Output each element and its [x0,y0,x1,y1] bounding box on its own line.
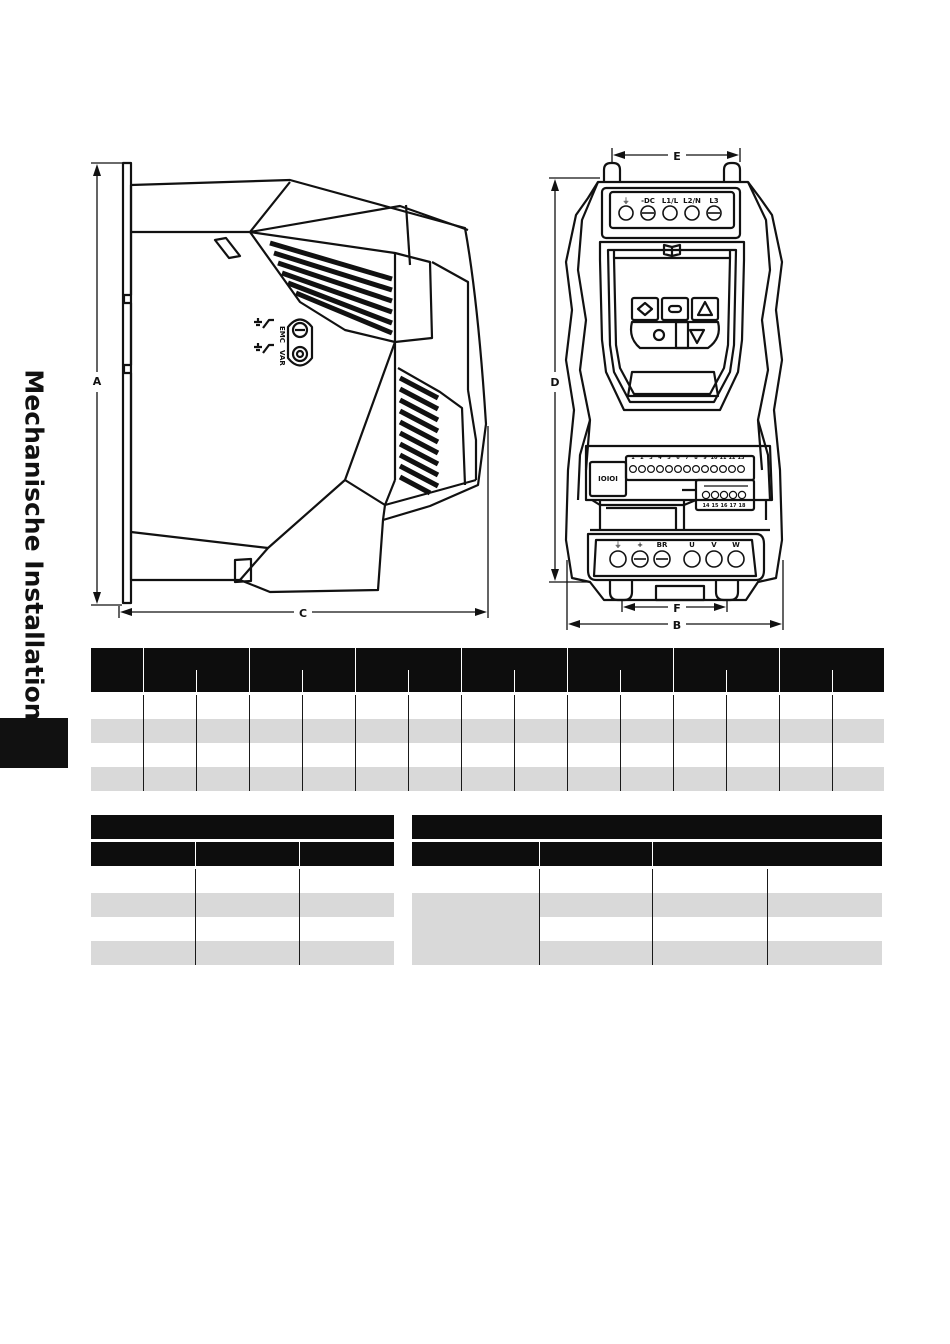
table-row [91,941,394,965]
bottom-terminal-label: + [637,541,643,549]
emc-label: EMC [278,326,286,343]
relay-terminal-number: 16 [720,503,728,509]
table-header-row [91,815,394,839]
dimension-b-label: B [672,619,682,632]
control-terminal-screws [630,466,748,499]
table-row [91,893,394,917]
control-terminal-number: 8 [694,455,698,461]
table-header-row [412,815,882,839]
table-row [91,917,394,941]
chapter-title: Mechanische Installation [19,369,49,721]
bottom-terminal-label: W [732,541,740,549]
top-terminals [619,206,721,220]
control-terminal-number: 6 [676,455,680,461]
control-terminal-number: 13 [737,455,745,461]
table-row [91,743,884,767]
bottom-terminal-label: V [711,541,717,549]
rj45-port-label: IOIOI [598,475,618,483]
control-terminal-number: 10 [710,455,718,461]
front-view-drawing [566,163,782,600]
bottom-terminals [610,551,744,567]
table-row [412,869,882,893]
top-terminal-label: L3 [709,197,719,205]
control-terminal-number: 3 [649,455,653,461]
control-terminal-number: 12 [728,455,736,461]
relay-terminal-number: 14 [702,503,710,509]
table-subheader-row [91,670,884,692]
table-subheader-row [91,842,394,866]
relay-terminal-number: 18 [738,503,746,509]
top-terminal-labels [623,197,719,205]
table-row [91,869,394,893]
table-row [91,719,884,743]
bottom-terminal-label: U [689,541,695,549]
dimension-a-label: A [92,375,102,388]
relay-terminal-number: 17 [729,503,737,509]
var-label: VAR [278,350,286,366]
top-terminal-label: L2/N [683,197,701,205]
table-row [91,695,884,719]
control-terminal-number: 4 [658,455,662,461]
relay-terminal-number: 15 [711,503,719,509]
side-view-drawing [123,163,486,603]
control-terminal-number: 1 [631,455,635,461]
control-terminal-number: 7 [685,455,689,461]
dimension-f-label: F [673,602,681,615]
table-row [91,767,884,791]
control-terminal-number: 2 [640,455,644,461]
bottom-terminal-label: ⏚ [614,541,622,549]
mounting-bolts-table [91,815,394,965]
bottom-terminal-labels [615,541,741,549]
dimensions-table [91,648,884,791]
tightening-torques-table [412,815,882,965]
top-terminal-label: -DC [641,197,655,205]
top-terminal-label: L1/L [661,197,679,205]
dimension-c [119,426,488,618]
table-row [412,893,882,917]
control-terminal-number: 11 [719,455,727,461]
bottom-terminal-label: BR [656,541,668,549]
dimension-c-label: C [298,607,308,620]
control-terminal-number: 9 [703,455,707,461]
table-header-row [91,648,884,670]
dimension-e-label: E [673,150,681,163]
top-terminal-label: ⏚ [622,197,630,205]
table-subheader-row [412,842,882,866]
control-terminal-number: 5 [667,455,671,461]
dimension-d-label: D [550,376,560,389]
